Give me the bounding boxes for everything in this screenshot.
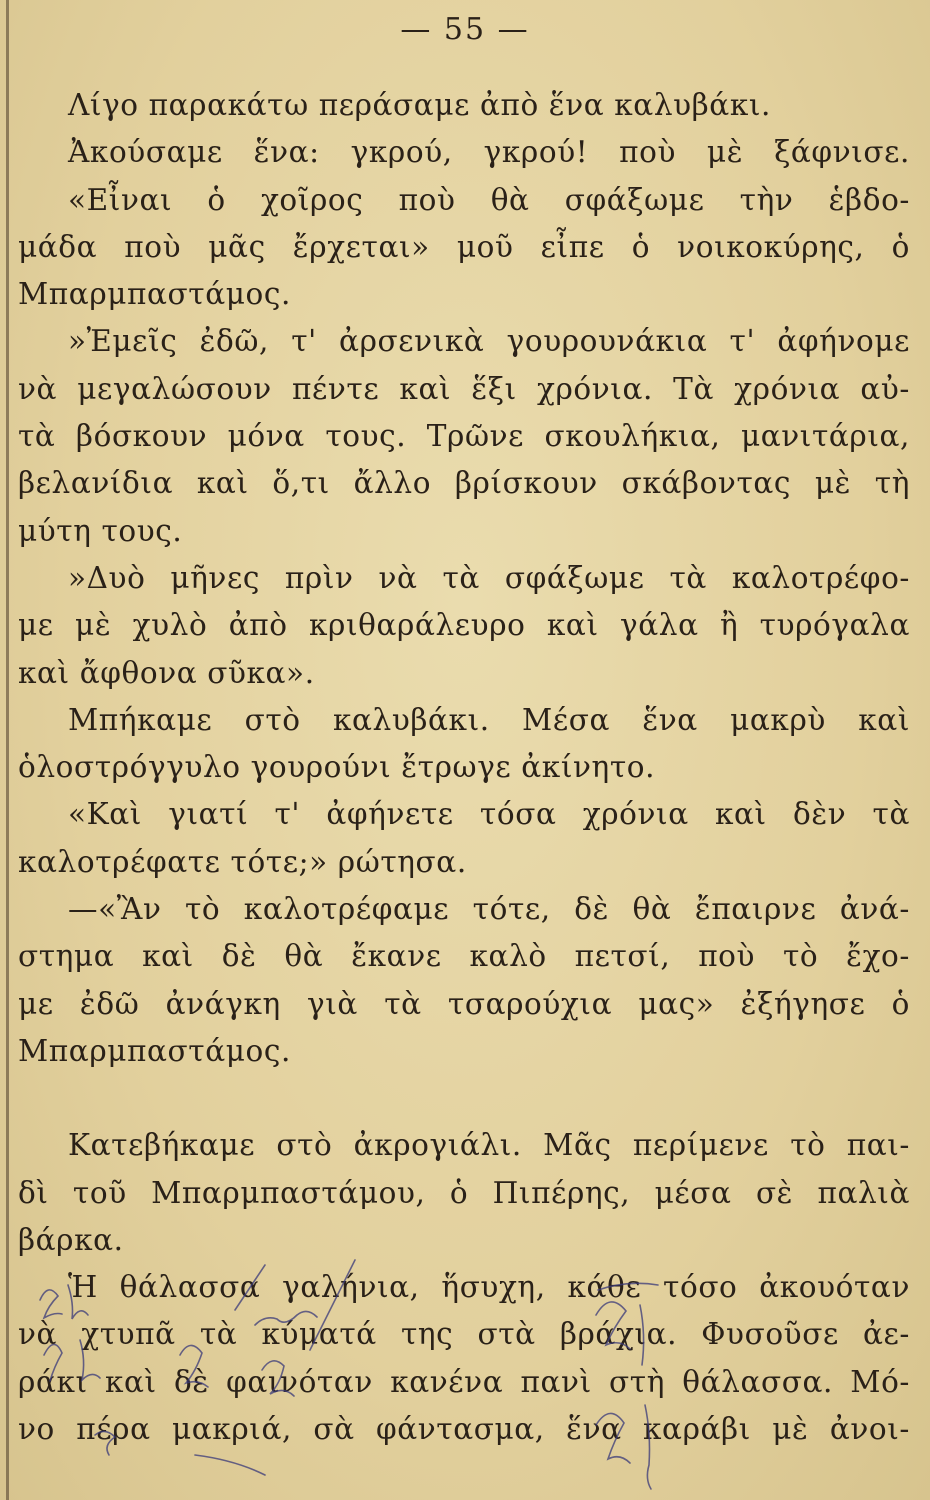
text-line: Μπαρμπαστάμος. [18, 1033, 291, 1068]
text-line: νὰ μεγαλώσουν πέντε καὶ ἕξι χρόνια. Τὰ χρόνια αὐ- [18, 371, 910, 406]
text-line: ράκι καὶ δὲ φαινόταν κανένα πανὶ στὴ θάλασσα. Μό- [18, 1364, 910, 1399]
text-line: με μὲ χυλὸ ἀπὸ κριθαράλευρο καὶ γάλα ἢ τυρόγαλα [18, 608, 910, 643]
text-line: με ἐδῶ ἀνάγκη γιὰ τὰ τσαρούχια μας» ἐξήγησε ὁ [18, 986, 910, 1021]
text-line: στημα καὶ δὲ θὰ ἔκανε καλὸ πετσί, ποὺ τὸ ἔχο- [18, 939, 910, 974]
text-line: δὶ τοῦ Μπαρμπαστάμου, ὁ Πιπέρης, μέσα σὲ παλιὰ [18, 1175, 910, 1210]
page-number: — 55 — [400, 12, 530, 47]
text-line: «Εἶναι ὁ χοῖρος ποὺ θὰ σφάξωμε τὴν ἑβδο- [68, 182, 910, 217]
text-line: τὰ βόσκουν μόνα τους. Τρῶνε σκουλήκια, μανιτάρια, [18, 419, 910, 454]
text-line: μάδα ποὺ μᾶς ἔρχεται» μοῦ εἶπε ὁ νοικοκύρης, ὁ [18, 229, 910, 264]
handwritten-scribbles [0, 1255, 930, 1500]
paragraph-gap [18, 1075, 910, 1122]
text-line: Ἀκούσαμε ἕνα: γκρού, γκρού! ποὺ μὲ ξάφνισε. [68, 135, 910, 170]
text-line: Μπαρμπαστάμος. [18, 277, 291, 312]
text-line: »Ἐμεῖς ἐδῶ, τ' ἀρσενικὰ γουρουνάκια τ' ἀφήνομε [68, 324, 910, 359]
text-line: βάρκα. [18, 1222, 124, 1257]
text-line: —«Ἂν τὸ καλοτρέφαμε τότε, δὲ θὰ ἔπαιρνε ἀνά- [68, 892, 910, 927]
text-line: ὁλοστρόγγυλο γουρούνι ἔτρωγε ἀκίνητο. [18, 750, 656, 785]
text-line: νὰ χτυπᾶ τὰ κύματά της στὰ βράχια. Φυσοῦσε ἀε- [18, 1317, 910, 1352]
text-line: Ἡ θάλασσα γαλήνια, ἥσυχη, κάθε τόσο ἀκουόταν [68, 1270, 910, 1305]
text-line: Μπήκαμε στὸ καλυβάκι. Μέσα ἕνα μακρὺ καὶ [68, 702, 910, 737]
text-line: »Δυὸ μῆνες πρὶν νὰ τὰ σφάξωμε τὰ καλοτρέφο- [68, 560, 910, 595]
text-line: Κατεβήκαμε στὸ ἀκρογιάλι. Μᾶς περίμενε τὸ παι- [68, 1128, 910, 1163]
text-line: καλοτρέφατε τότε;» ρώτησα. [18, 844, 467, 879]
text-line: «Καὶ γιατί τ' ἀφήνετε τόσα χρόνια καὶ δὲν τὰ [68, 797, 910, 832]
handwriting-drawing [0, 1255, 930, 1500]
text-line: μύτη τους. [18, 513, 183, 548]
text-line: Λίγο παρακάτω περάσαμε ἀπὸ ἕνα καλυβάκι. [68, 88, 772, 122]
body-text [18, 82, 910, 1453]
text-line: νο πέρα μακριά, σὰ φάντασμα, ἕνα καράβι μὲ ἀνοι- [18, 1412, 910, 1447]
text-line: βελανίδια καὶ ὅ,τι ἄλλο βρίσκουν σκάβοντας μὲ τὴ [18, 466, 910, 501]
text-line: καὶ ἄφθονα σῦκα». [18, 655, 315, 690]
